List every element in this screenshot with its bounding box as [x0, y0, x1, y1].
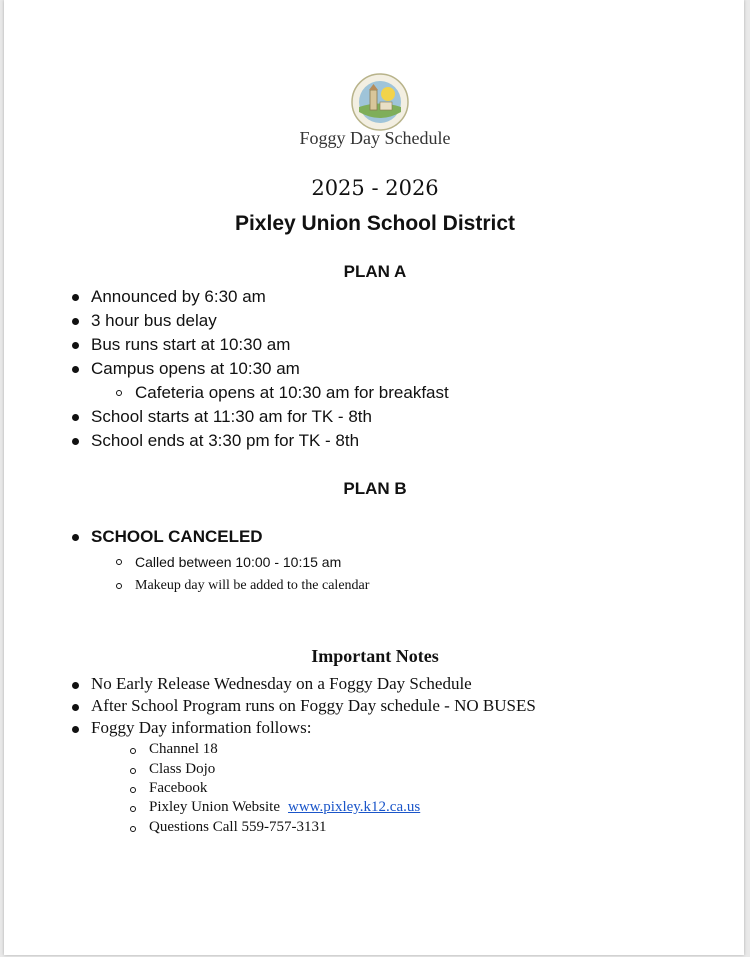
notes-subitem-website [149, 797, 420, 817]
notes-subitem: Facebook [149, 780, 208, 796]
plan-a-item: Bus runs start at 10:30 am [91, 333, 290, 357]
plan-a-item: Campus opens at 10:30 am [91, 357, 300, 381]
plan-a-item: School ends at 3:30 pm for TK - 8th [91, 429, 359, 453]
plan-a-item: Announced by 6:30 am [91, 285, 266, 309]
notes-heading: Important Notes [311, 646, 439, 666]
plan-a-heading: PLAN A [343, 262, 407, 281]
notes-subitem: Questions Call 559-757-3131 [149, 819, 327, 835]
notes-item: No Early Release Wednesday on a Foggy Day Schedule [91, 674, 472, 693]
plan-a-item: 3 hour bus delay [91, 309, 217, 333]
school-seal-logo-icon [350, 72, 410, 132]
notes-item: Foggy Day information follows: [91, 718, 312, 737]
plan-b-heading: PLAN B [343, 479, 407, 498]
document-title: Foggy Day Schedule [299, 128, 451, 148]
plan-a-subitem: Cafeteria opens at 10:30 am for breakfast [135, 381, 449, 405]
plan-a-item: School starts at 11:30 am for TK - 8th [91, 405, 372, 429]
notes-item: After School Program runs on Foggy Day schedule - NO BUSES [91, 696, 536, 715]
website-link[interactable]: www.pixley.k12.ca.us [288, 799, 421, 815]
plan-b-subitem: Makeup day will be added to the calendar [135, 574, 369, 598]
website-label: Pixley Union Website [149, 799, 281, 815]
district-name: Pixley Union School District [234, 212, 516, 235]
plan-b-main: SCHOOL CANCELED [91, 525, 263, 549]
notes-subitem: Class Dojo [149, 761, 216, 777]
notes-subitem: Channel 18 [149, 741, 218, 757]
plan-b-subitem: Called between 10:00 - 10:15 am [135, 550, 341, 574]
school-year: 2025 - 2026 [311, 176, 439, 200]
